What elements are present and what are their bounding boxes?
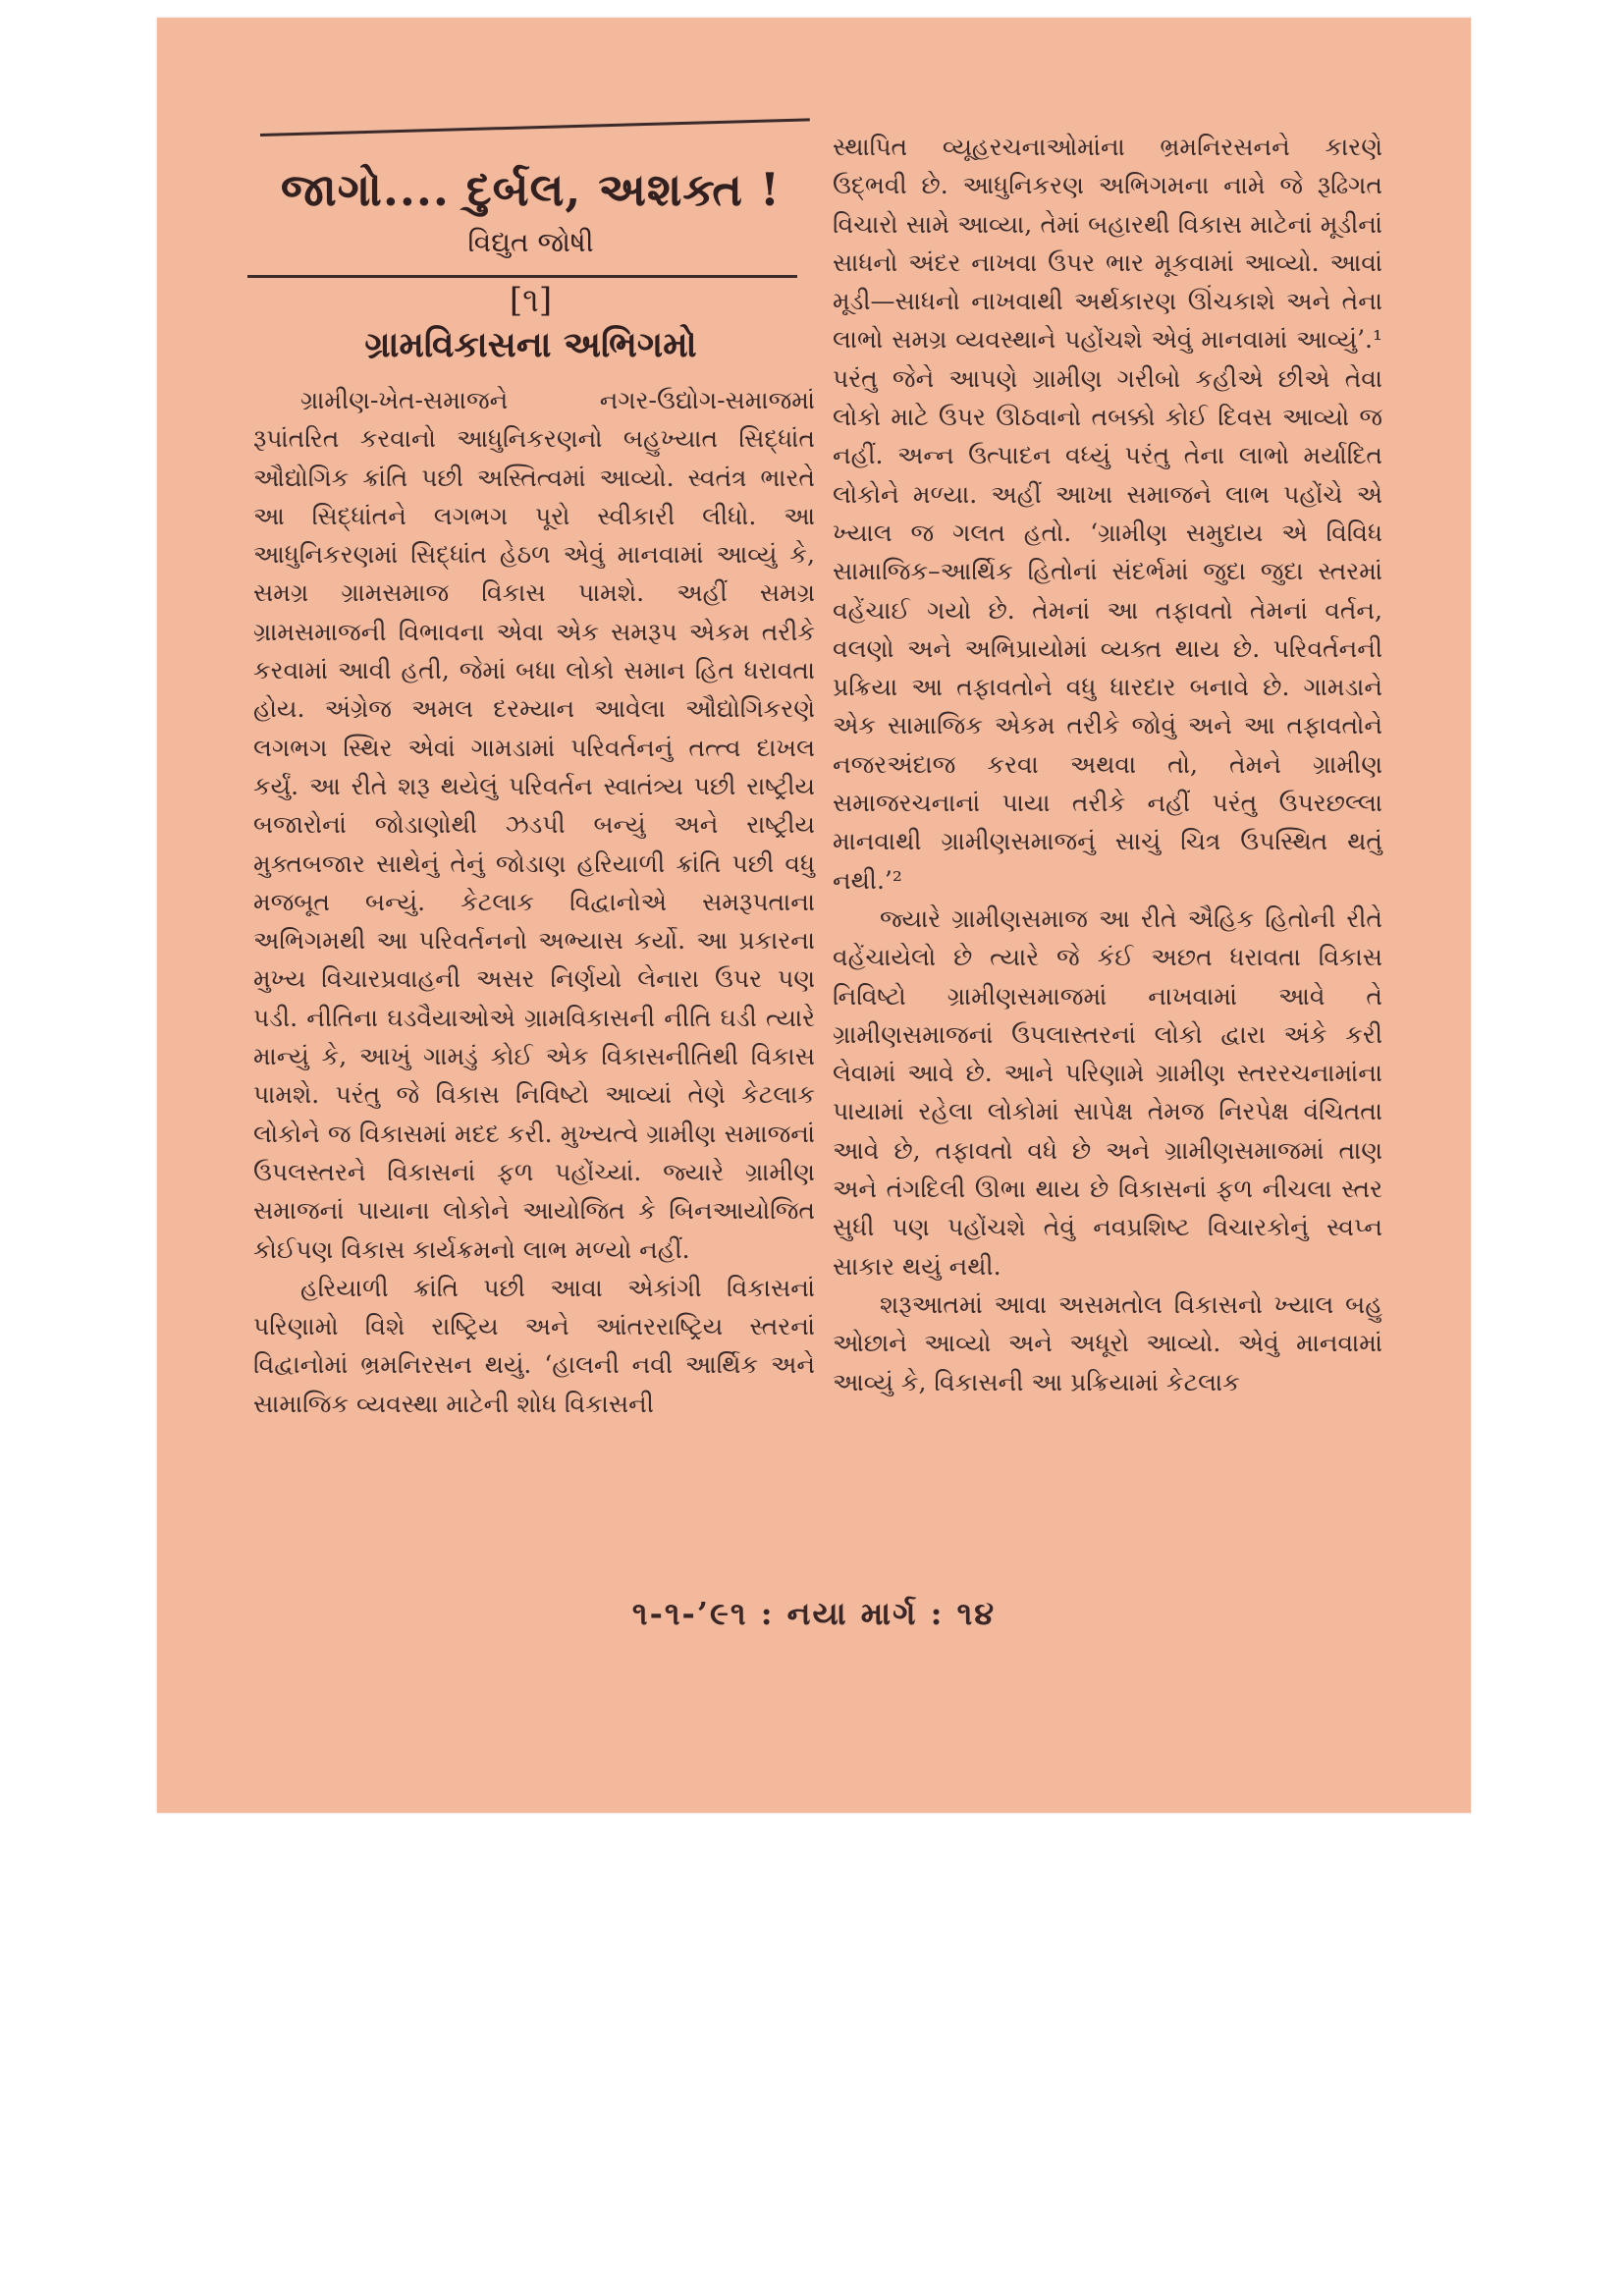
page-footer: ૧-૧-’૯૧ : નયા માર્ગ : ૧૪	[631, 1595, 997, 1632]
left-column	[253, 381, 815, 1423]
right-column	[833, 128, 1382, 1401]
section-number: [૧]	[509, 281, 553, 320]
right-paragraph-1: સ્થાપિત વ્યૂહરચનાઓમાંના ભ્રમનિરસનને કારણે ઉદ્ભવી છે. આધુનિકરણ અભિગમના નામે જે રૂઢિગત વિચારો સામે આવ્યા, તેમાં બહારથી વિકાસ માટેનાં મૂડીનાં સાધનો અંદર નાખવા ઉપર ભાર મૂકવામાં આવ્યો. આવાં મૂડી—સાધનો નાખવાથી અર્થકારણ ઊંચકાશે અને તેના લાભો સમગ્ર વ્યવસ્થાને પહોંચશે એવું માનવામાં આવ્યું’.¹ પરંતુ જેને આપણે ગ્રામીણ ગરીબો કહીએ છીએ તેવા લોકો માટે ઉપર ઊઠવાનો તબક્કો કોઈ દિવસ આવ્યો જ નહીં. અન્ન ઉત્પાદન વધ્યું પરંતુ તેના લાભો મર્યાદિત લોકોને મળ્યા. અહીં આખા સમાજને લાભ પહોંચે એ ખ્યાલ જ ગલત હતો. ‘ગ્રામીણ સમુદાય એ વિવિધ સામાજિક–આર્થિક હિતોનાં સંદર્ભમાં જુદા જુદા સ્તરમાં વહેંચાઈ ગયો છે. તેમનાં આ તફાવતો તેમનાં વર્તન, વલણો અને અભિપ્રાયોમાં વ્યક્ત થાય છે. પરિવર્તનની પ્રક્રિયા આ તફાવતોને વધુ ધારદાર બનાવે છે. ગામડાને એક સામાજિક એકમ તરીકે જોવું અને આ તફાવતોને નજરઅંદાજ કરવા અથવા તો, તેમને ગ્રામીણ સમાજરચનાનાં પાયા તરીકે નહીં પરંતુ ઉપરછલ્લા માનવાથી ગ્રામીણસમાજનું સાચું ચિત્ર ઉપસ્થિત થતું નથી.’²	[833, 133, 1382, 895]
article-author: વિદ્યુત જોષી	[467, 226, 594, 258]
header-divider	[247, 275, 797, 278]
right-paragraph-3: શરૂઆતમાં આવા અસમતોલ વિકાસનો ખ્યાલ બહુ ઓછાને આવ્યો અને અધૂરો આવ્યો. એવું માનવામાં આવ્યું કે, વિકાસની આ પ્રક્રિયામાં કેટલાક	[833, 1289, 1382, 1396]
article-title: જાગો.... દુર્બલ, અશક્ત !	[280, 163, 782, 216]
magazine-page	[157, 18, 1471, 1813]
left-paragraph-1: ગ્રામીણ-ખેત-સમાજને નગર-ઉદ્યોગ-સમાજમાં રૂપાંતરિત કરવાનો આધુનિકરણનો બહુખ્યાત સિદ્ધાંત ઔદ્યોગિક ક્રાંતિ પછી અસ્તિત્વમાં આવ્યો. સ્વતંત્ર ભારતે આ સિદ્ધાંતને લગભગ પૂરો સ્વીકારી લીધો. આ આધુનિકરણમાં સિદ્ધાંત હેઠળ એવું માનવામાં આવ્યું કે, સમગ્ર ગ્રામસમાજ વિકાસ પામશે. અહીં સમગ્ર ગ્રામસમાજની વિભાવના એવા એક સમરૂપ એકમ તરીકે કરવામાં આવી હતી, જેમાં બધા લોકો સમાન હિત ધરાવતા હોય. અંગ્રેજ અમલ દરમ્યાન આવેલા ઔદ્યોગિકરણે લગભગ સ્થિર એવાં ગામડામાં પરિવર્તનનું તત્ત્વ દાખલ કર્યું. આ રીતે શરૂ થયેલું પરિવર્તન સ્વાતંત્ર્ય પછી રાષ્ટ્રીય બજારોનાં જોડાણોથી ઝડપી બન્યું અને રાષ્ટ્રીય મુક્તબજાર સાથેનું તેનું જોડાણ હરિયાળી ક્રાંતિ પછી વધુ મજબૂત બન્યું. કેટલાક વિદ્વાનોએ સમરૂપતાના અભિગમથી આ પરિવર્તનનો અભ્યાસ કર્યો. આ પ્રકારના મુખ્ય વિચારપ્રવાહની અસર નિર્ણયો લેનારા ઉપર પણ પડી. નીતિના ઘડવૈયાઓએ ગ્રામવિકાસની નીતિ ઘડી ત્યારે માન્યું કે, આખું ગામડું કોઈ એક વિકાસનીતિથી વિકાસ પામશે. પરંતુ જે વિકાસ નિવિષ્ટો આવ્યાં તેણે કેટલાક લોકોને જ વિકાસમાં મદદ કરી. મુખ્યત્વે ગ્રામીણ સમાજનાં ઉપલસ્તરને વિકાસનાં ફળ પહોંચ્યાં. જ્યારે ગ્રામીણ સમાજનાં પાયાના લોકોને આયોજિત કે બિનઆયોજિત કોઈપણ વિકાસ કાર્યક્રમનો લાભ મળ્યો નહીં.	[253, 386, 815, 1264]
top-rule	[260, 118, 810, 137]
right-paragraph-2: જ્યારે ગ્રામીણસમાજ આ રીતે ઐહિક હિતોની રીતે વહેંચાયેલો છે ત્યારે જે કંઈ અછત ધરાવતા વિકાસ નિવિષ્ટો ગ્રામીણસમાજમાં નાખવામાં આવે તે ગ્રામીણસમાજનાં ઉપલાસ્તરનાં લોકો દ્વારા અંકે કરી લેવામાં આવે છે. આને પરિણામે ગ્રામીણ સ્તરરચનામાંના પાયામાં રહેલા લોકોમાં સાપેક્ષ તેમજ નિરપેક્ષ વંચિતતા આવે છે, તફાવતો વધે છે અને ગ્રામીણસમાજમાં તાણ અને તંગદિલી ઊભા થાય છે વિકાસનાં ફળ નીચલા સ્તર સુધી પણ પહોંચશે તેવું નવપ્રશિષ્ટ વિચારકોનું સ્વપ્ન સાકાર થયું નથી.	[833, 903, 1382, 1281]
section-title: ગ્રામવિકાસના અભિગમો	[364, 324, 697, 365]
left-paragraph-2: હરિયાળી ક્રાંતિ પછી આવા એકાંગી વિકાસનાં પરિણામો વિશે રાષ્ટ્રિય અને આંતરરાષ્ટ્રિય સ્તરનાં વિદ્વાનોમાં ભ્રમનિરસન થયું. ‘હાલની નવી આર્થિક અને સામાજિક વ્યવસ્થા માટેની શોધ વિકાસની	[253, 1273, 815, 1418]
